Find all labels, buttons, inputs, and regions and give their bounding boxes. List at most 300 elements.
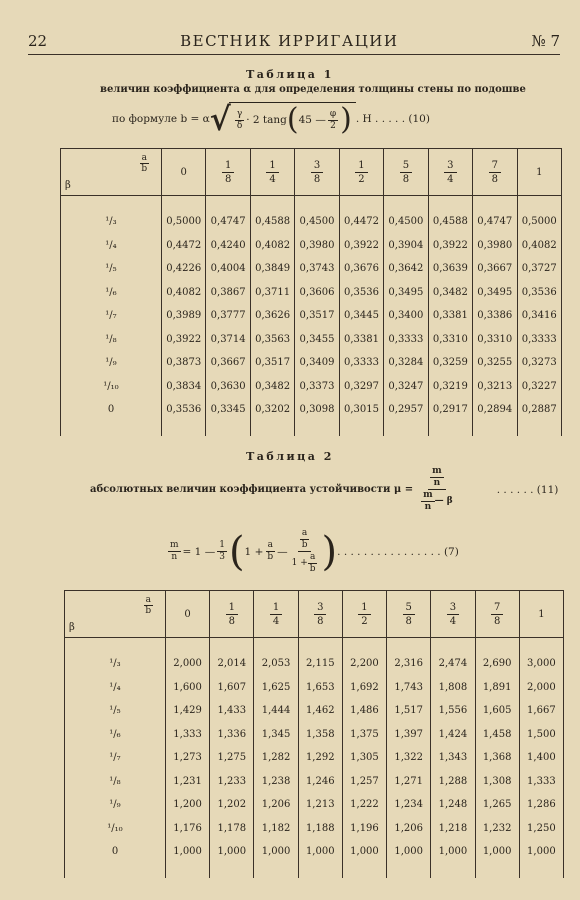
column-header bbox=[206, 149, 250, 196]
table1-header-row bbox=[61, 149, 562, 196]
mu-denominator bbox=[419, 490, 455, 513]
table-cell: 1,222 bbox=[342, 793, 386, 817]
corner-beta: β bbox=[65, 180, 71, 191]
mu-den-minus: — β bbox=[434, 496, 453, 506]
table-cell: 1,200 bbox=[166, 793, 210, 817]
table-cell: 1,000 bbox=[387, 840, 431, 864]
mu-den-bot: n bbox=[424, 502, 432, 512]
table-cell: 1,000 bbox=[431, 840, 475, 864]
table-cell: 1,182 bbox=[254, 817, 298, 841]
table-cell: 0,3980 bbox=[473, 234, 517, 258]
big-den-frac bbox=[308, 552, 318, 575]
mu-den-frac bbox=[421, 490, 435, 513]
table-cell: 1,605 bbox=[475, 699, 519, 723]
table-row bbox=[61, 234, 562, 258]
table-cell: 2,690 bbox=[475, 652, 519, 676]
corner-a: a bbox=[141, 153, 147, 163]
table-cell: 0,4747 bbox=[473, 210, 517, 234]
column-header-value bbox=[444, 159, 456, 186]
table-cell: 0,4226 bbox=[162, 257, 206, 281]
table-cell: 1,231 bbox=[166, 770, 210, 794]
spacer-row bbox=[65, 864, 564, 878]
column-header bbox=[166, 591, 210, 638]
table1-corner bbox=[61, 149, 162, 196]
formula-10-suffix: . H . . . . . (10) bbox=[355, 112, 430, 125]
table-cell: 0,3980 bbox=[295, 234, 339, 258]
table-cell: 1,556 bbox=[431, 699, 475, 723]
table-cell: 1,444 bbox=[254, 699, 298, 723]
table-cell: 0,3642 bbox=[384, 257, 428, 281]
column-header-value bbox=[489, 159, 501, 186]
eq7-equals: = 1 — bbox=[182, 545, 216, 558]
row-label: ¹/₉ bbox=[65, 793, 166, 817]
row-label: ¹/₈ bbox=[61, 328, 162, 352]
eq7-one-den: 3 bbox=[219, 552, 225, 562]
table-row bbox=[65, 840, 564, 864]
column-den: 4 bbox=[449, 615, 457, 627]
table-row bbox=[65, 676, 564, 700]
column-header bbox=[428, 149, 472, 196]
table-cell: 1,808 bbox=[431, 676, 475, 700]
table-row bbox=[61, 304, 562, 328]
table2 bbox=[64, 590, 564, 878]
spacer-cell bbox=[473, 422, 517, 436]
table-cell: 0,3098 bbox=[295, 398, 339, 422]
column-den: 8 bbox=[224, 173, 232, 185]
table-cell: 1,213 bbox=[298, 793, 342, 817]
table-cell: 0,3714 bbox=[206, 328, 250, 352]
table1-title: Таблица 1 bbox=[246, 68, 334, 81]
eq7-a-num: a bbox=[267, 540, 273, 550]
table-cell: 2,474 bbox=[431, 652, 475, 676]
spacer-row bbox=[61, 422, 562, 436]
table-row bbox=[61, 328, 562, 352]
column-header bbox=[210, 591, 254, 638]
table-cell: 1,400 bbox=[519, 746, 563, 770]
table-cell: 0,3400 bbox=[384, 304, 428, 328]
table-cell: 1,600 bbox=[166, 676, 210, 700]
table-row bbox=[65, 699, 564, 723]
spacer-cell bbox=[431, 864, 475, 878]
table-cell: 0,3711 bbox=[250, 281, 294, 305]
column-num: 1 bbox=[355, 159, 367, 173]
spacer-cell bbox=[210, 638, 254, 653]
table-cell: 0,3989 bbox=[162, 304, 206, 328]
table-cell: 2,000 bbox=[166, 652, 210, 676]
table-cell: 0,3495 bbox=[384, 281, 428, 305]
table-cell: 1,336 bbox=[210, 723, 254, 747]
table-cell: 0,3563 bbox=[250, 328, 294, 352]
table-row bbox=[65, 723, 564, 747]
corner-b: b bbox=[141, 164, 148, 174]
column-den: 8 bbox=[317, 615, 324, 627]
column-num: 3 bbox=[444, 159, 456, 173]
column-den: 4 bbox=[447, 173, 454, 185]
table-cell: 0,3922 bbox=[428, 234, 472, 258]
column-den: 8 bbox=[493, 615, 501, 627]
table-cell: 1,607 bbox=[210, 676, 254, 700]
table-cell: 0,3213 bbox=[473, 375, 517, 399]
big-den bbox=[290, 552, 320, 575]
column-num: 1 bbox=[536, 166, 543, 178]
table-cell: 1,458 bbox=[475, 723, 519, 747]
eq7-one-plus: 1 + bbox=[244, 545, 264, 558]
table-cell: 1,233 bbox=[210, 770, 254, 794]
paren-open: ( bbox=[286, 102, 299, 137]
table-row bbox=[65, 817, 564, 841]
spacer-row bbox=[61, 196, 562, 211]
table-cell: 2,316 bbox=[387, 652, 431, 676]
table-cell: 1,282 bbox=[254, 746, 298, 770]
table-cell: 0,3373 bbox=[295, 375, 339, 399]
table-cell: 1,653 bbox=[298, 676, 342, 700]
spacer-cell bbox=[517, 196, 562, 211]
table-cell: 0,4472 bbox=[339, 210, 383, 234]
frac-num: γ bbox=[236, 108, 243, 119]
spacer-cell bbox=[517, 422, 562, 436]
table1 bbox=[60, 148, 562, 436]
table-cell: 0,3284 bbox=[384, 351, 428, 375]
table-cell: 1,288 bbox=[431, 770, 475, 794]
column-header-value bbox=[226, 601, 238, 628]
table-cell: 1,692 bbox=[342, 676, 386, 700]
table-cell: 0,3639 bbox=[428, 257, 472, 281]
row-label: ¹/₉ bbox=[61, 351, 162, 375]
table-row bbox=[65, 793, 564, 817]
table-row bbox=[61, 351, 562, 375]
table-cell: 2,200 bbox=[342, 652, 386, 676]
table-cell: 1,333 bbox=[166, 723, 210, 747]
column-num: 7 bbox=[491, 601, 503, 615]
row-label: ¹/₁₀ bbox=[61, 375, 162, 399]
sqrt-body bbox=[229, 102, 356, 135]
table-cell: 0,3310 bbox=[428, 328, 472, 352]
table-cell: 0,3259 bbox=[428, 351, 472, 375]
row-label: ¹/₆ bbox=[65, 723, 166, 747]
spacer-cell bbox=[162, 422, 206, 436]
table-cell: 0,3727 bbox=[517, 257, 562, 281]
table-cell: 3,000 bbox=[519, 652, 563, 676]
table-cell: 0,3630 bbox=[206, 375, 250, 399]
spacer-cell bbox=[61, 422, 162, 436]
column-header-value bbox=[447, 601, 459, 628]
table-cell: 2,115 bbox=[298, 652, 342, 676]
paren-close: ) bbox=[340, 102, 352, 137]
table-cell: 1,234 bbox=[387, 793, 431, 817]
table-cell: 0,5000 bbox=[162, 210, 206, 234]
table-cell: 0,2917 bbox=[428, 398, 472, 422]
eq7-minus: — bbox=[277, 545, 288, 558]
formula-10 bbox=[112, 99, 430, 138]
column-header-value bbox=[355, 159, 367, 186]
column-num: 1 bbox=[358, 601, 370, 615]
spacer-cell bbox=[384, 422, 428, 436]
table-cell: 0,3345 bbox=[206, 398, 250, 422]
column-header bbox=[342, 591, 386, 638]
table-cell: 1,265 bbox=[475, 793, 519, 817]
column-header-value bbox=[400, 159, 412, 186]
table2-header-row bbox=[65, 591, 564, 638]
column-num: 5 bbox=[400, 159, 412, 173]
sqrt-expression bbox=[209, 99, 356, 138]
table-cell: 1,000 bbox=[166, 840, 210, 864]
spacer-cell bbox=[295, 196, 339, 211]
spacer-cell bbox=[61, 196, 162, 211]
table1-subtitle: величин коэффициента α для определения толщины стены по подошве bbox=[100, 84, 526, 95]
big-den-a: a bbox=[309, 552, 316, 562]
column-num: 3 bbox=[447, 601, 459, 615]
table-cell: 1,257 bbox=[342, 770, 386, 794]
page-header bbox=[28, 28, 560, 55]
mu-numerator bbox=[428, 466, 446, 490]
table-cell: 0,3219 bbox=[428, 375, 472, 399]
column-header-value bbox=[358, 601, 370, 628]
spacer-cell bbox=[295, 422, 339, 436]
corner-a-over-b bbox=[140, 153, 149, 174]
table-cell: 0,3777 bbox=[206, 304, 250, 328]
column-header-value bbox=[403, 601, 415, 628]
table-cell: 0,4588 bbox=[428, 210, 472, 234]
table-cell: 1,000 bbox=[298, 840, 342, 864]
gamma-delta-fraction bbox=[235, 109, 244, 132]
table-cell: 1,000 bbox=[254, 840, 298, 864]
table-cell: 0,4747 bbox=[206, 210, 250, 234]
table-cell: 0,3922 bbox=[339, 234, 383, 258]
row-label: ¹/₁₀ bbox=[65, 817, 166, 841]
column-num: 5 bbox=[403, 601, 415, 615]
column-den: 8 bbox=[402, 173, 410, 185]
row-label: ¹/₈ bbox=[65, 770, 166, 794]
spacer-cell bbox=[162, 196, 206, 211]
column-header bbox=[298, 591, 342, 638]
column-num: 0 bbox=[184, 608, 191, 620]
table-cell: 1,275 bbox=[210, 746, 254, 770]
table-cell: 1,397 bbox=[387, 723, 431, 747]
spacer-cell bbox=[428, 422, 472, 436]
table-cell: 0,3310 bbox=[473, 328, 517, 352]
table-cell: 1,433 bbox=[210, 699, 254, 723]
table-row bbox=[65, 652, 564, 676]
row-label: 0 bbox=[65, 840, 166, 864]
table-cell: 1,246 bbox=[298, 770, 342, 794]
row-label: ¹/₆ bbox=[61, 281, 162, 305]
column-header-value bbox=[311, 159, 323, 186]
mu-num-top: m bbox=[432, 466, 442, 476]
spacer-cell bbox=[387, 864, 431, 878]
spacer-cell bbox=[339, 196, 383, 211]
column-den: 8 bbox=[228, 615, 236, 627]
table-cell: 0,3743 bbox=[295, 257, 339, 281]
table-cell: 1,333 bbox=[519, 770, 563, 794]
table-cell: 1,196 bbox=[342, 817, 386, 841]
spacer-cell bbox=[519, 864, 563, 878]
table-cell: 1,000 bbox=[475, 840, 519, 864]
table-cell: 1,206 bbox=[387, 817, 431, 841]
table-cell: 0,3409 bbox=[295, 351, 339, 375]
eq7-open: ( bbox=[228, 528, 245, 575]
spacer-cell bbox=[475, 864, 519, 878]
table-cell: 1,188 bbox=[298, 817, 342, 841]
table-cell: 1,500 bbox=[519, 723, 563, 747]
table-cell: 1,424 bbox=[431, 723, 475, 747]
table-cell: 0,3922 bbox=[162, 328, 206, 352]
table-cell: 0,4500 bbox=[384, 210, 428, 234]
table-cell: 0,3333 bbox=[517, 328, 562, 352]
column-header-value bbox=[538, 608, 544, 621]
column-header-value bbox=[270, 601, 282, 628]
table-cell: 1,462 bbox=[298, 699, 342, 723]
tan-part: · 2 tang bbox=[246, 114, 287, 126]
table-cell: 0,3676 bbox=[339, 257, 383, 281]
spacer-cell bbox=[166, 638, 210, 653]
table-cell: 0,3333 bbox=[384, 328, 428, 352]
column-header bbox=[254, 591, 298, 638]
column-num: 7 bbox=[489, 159, 501, 173]
spacer-cell bbox=[298, 864, 342, 878]
column-header-value bbox=[491, 601, 503, 628]
eq7-close: ) bbox=[321, 528, 338, 575]
spacer-cell bbox=[166, 864, 210, 878]
column-num: 1 bbox=[222, 159, 234, 173]
spacer-cell bbox=[342, 638, 386, 653]
phi-fraction bbox=[328, 109, 338, 132]
spacer-cell bbox=[342, 864, 386, 878]
column-num: 1 bbox=[266, 159, 278, 173]
table-cell: 1,000 bbox=[210, 840, 254, 864]
table-cell: 1,305 bbox=[342, 746, 386, 770]
table-cell: 1,517 bbox=[387, 699, 431, 723]
column-num: 1 bbox=[538, 608, 545, 620]
table-cell: 0,3333 bbox=[339, 351, 383, 375]
table-cell: 0,3247 bbox=[384, 375, 428, 399]
spacer-cell bbox=[519, 638, 563, 653]
table-cell: 0,3416 bbox=[517, 304, 562, 328]
column-header bbox=[519, 591, 563, 638]
column-header bbox=[384, 149, 428, 196]
table-cell: 0,4082 bbox=[250, 234, 294, 258]
table-cell: 0,3536 bbox=[517, 281, 562, 305]
column-den: 2 bbox=[361, 615, 368, 627]
big-fraction bbox=[290, 528, 320, 575]
table-cell: 1,891 bbox=[475, 676, 519, 700]
table-row bbox=[61, 398, 562, 422]
table-cell: 0,3849 bbox=[250, 257, 294, 281]
table-cell: 0,3482 bbox=[250, 375, 294, 399]
table2-title: Таблица 2 bbox=[246, 450, 334, 463]
eq7-a-den: b bbox=[267, 552, 274, 562]
table-cell: 0,3273 bbox=[517, 351, 562, 375]
corner-beta: β bbox=[69, 622, 75, 633]
column-num: 3 bbox=[314, 601, 326, 615]
spacer-cell bbox=[298, 638, 342, 653]
table-cell: 1,176 bbox=[166, 817, 210, 841]
column-den: 4 bbox=[272, 615, 280, 627]
table-row bbox=[61, 257, 562, 281]
column-header-value bbox=[222, 159, 234, 186]
table-row bbox=[61, 375, 562, 399]
one-third-fraction bbox=[217, 540, 227, 563]
corner-a-over-b bbox=[144, 595, 153, 616]
page-number: 22 bbox=[28, 32, 48, 50]
table2-corner bbox=[65, 591, 166, 638]
column-header-value bbox=[181, 166, 187, 179]
table-cell: 2,014 bbox=[210, 652, 254, 676]
mu-den-top: m bbox=[423, 490, 433, 500]
formula-7 bbox=[166, 528, 459, 575]
row-label: ¹/₃ bbox=[61, 210, 162, 234]
big-num-a: a bbox=[301, 528, 308, 538]
table-cell: 1,345 bbox=[254, 723, 298, 747]
eq7-lhs-den: n bbox=[171, 552, 178, 562]
table-cell: 1,218 bbox=[431, 817, 475, 841]
column-header bbox=[162, 149, 206, 196]
spacer-row bbox=[65, 638, 564, 653]
table-cell: 0,4082 bbox=[517, 234, 562, 258]
table-cell: 0,3227 bbox=[517, 375, 562, 399]
spacer-cell bbox=[384, 196, 428, 211]
table-cell: 1,486 bbox=[342, 699, 386, 723]
table-row bbox=[61, 210, 562, 234]
table-cell: 0,3667 bbox=[473, 257, 517, 281]
spacer-cell bbox=[206, 422, 250, 436]
table-cell: 0,3626 bbox=[250, 304, 294, 328]
table-cell: 0,3873 bbox=[162, 351, 206, 375]
column-den: 8 bbox=[405, 615, 412, 627]
row-label: ¹/₇ bbox=[61, 304, 162, 328]
column-num: 3 bbox=[311, 159, 323, 173]
table-cell: 0,3495 bbox=[473, 281, 517, 305]
phi-den: 2 bbox=[330, 120, 336, 131]
table-cell: 0,3381 bbox=[428, 304, 472, 328]
table-cell: 0,4240 bbox=[206, 234, 250, 258]
corner-a: a bbox=[145, 595, 151, 605]
spacer-cell bbox=[206, 196, 250, 211]
table-cell: 1,358 bbox=[298, 723, 342, 747]
row-label: ¹/₃ bbox=[65, 652, 166, 676]
table-cell: 1,322 bbox=[387, 746, 431, 770]
table-cell: 0,3517 bbox=[250, 351, 294, 375]
table-cell: 0,4082 bbox=[162, 281, 206, 305]
big-den-one-plus: 1 + bbox=[291, 558, 308, 568]
table-cell: 0,5000 bbox=[517, 210, 562, 234]
table-cell: 0,3606 bbox=[295, 281, 339, 305]
mu-num-bot: n bbox=[433, 478, 441, 488]
a-b-fraction bbox=[265, 540, 275, 563]
table-cell: 0,3867 bbox=[206, 281, 250, 305]
issue-number: № 7 bbox=[531, 32, 560, 50]
table-cell: 0,3536 bbox=[162, 398, 206, 422]
table-cell: 0,3834 bbox=[162, 375, 206, 399]
column-num: 1 bbox=[270, 601, 282, 615]
big-num-frac bbox=[300, 528, 310, 551]
column-header bbox=[295, 149, 339, 196]
formula-11-suffix: . . . . . . (11) bbox=[496, 483, 559, 496]
column-header bbox=[475, 591, 519, 638]
column-den: 8 bbox=[313, 173, 321, 185]
table-cell: 0,3455 bbox=[295, 328, 339, 352]
table-cell: 1,232 bbox=[475, 817, 519, 841]
table-cell: 1,202 bbox=[210, 793, 254, 817]
journal-title: ВЕСТНИК ИРРИГАЦИИ bbox=[180, 32, 399, 50]
big-den-b: b bbox=[309, 564, 316, 574]
column-header bbox=[517, 149, 562, 196]
table-cell: 1,000 bbox=[519, 840, 563, 864]
spacer-cell bbox=[65, 864, 166, 878]
table-cell: 1,375 bbox=[342, 723, 386, 747]
table-cell: 0,3536 bbox=[339, 281, 383, 305]
mu-num-frac bbox=[430, 466, 444, 489]
row-label: 0 bbox=[61, 398, 162, 422]
